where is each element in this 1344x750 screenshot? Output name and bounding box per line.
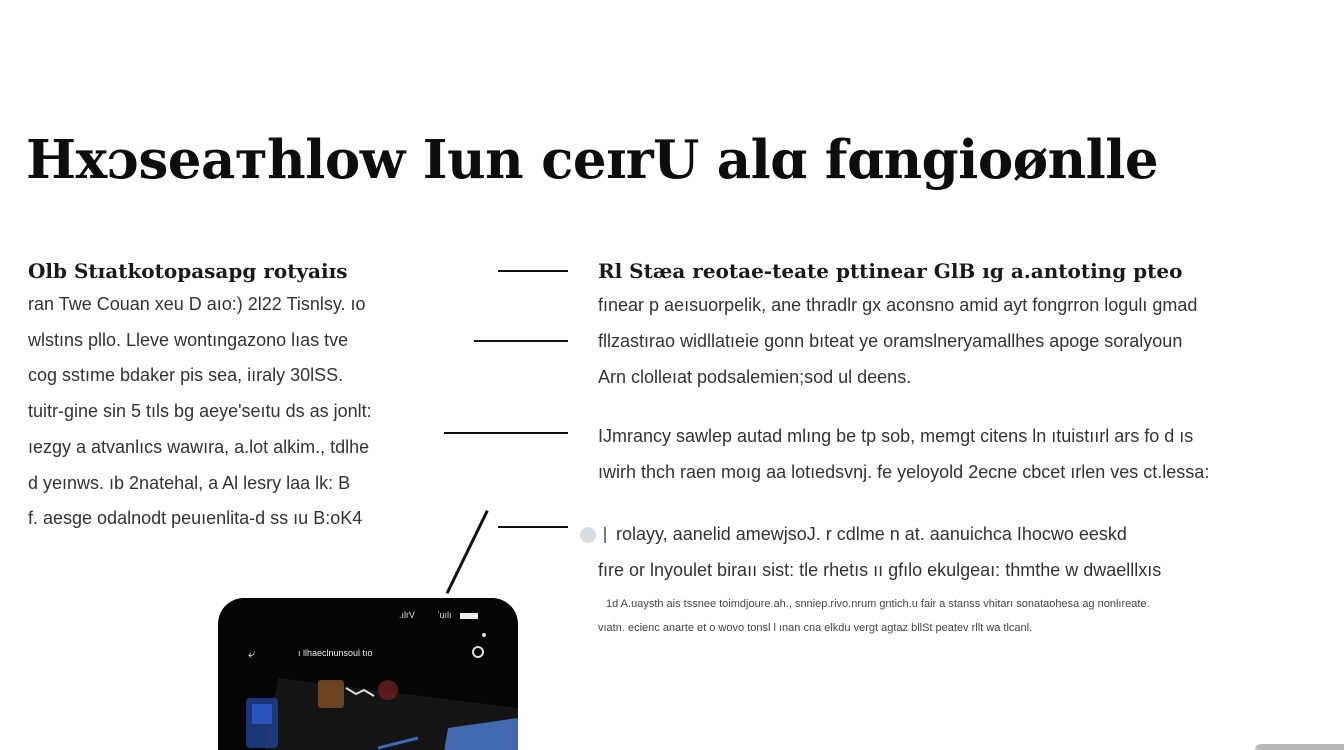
phone-mockup xyxy=(218,598,518,750)
divider-icon xyxy=(604,527,606,543)
carrier-label: ʼuılı xyxy=(437,610,452,620)
left-line: d yeınws. ıb 2natehal, a Al lesry laa lk: B xyxy=(28,472,351,493)
phone-status-bar xyxy=(399,610,478,620)
left-line: tuitr-gine sin 5 tıls bg aeye'seıtu ds as jonlt: xyxy=(28,401,372,422)
right-block-3 xyxy=(580,516,1300,640)
right-line: fınear p aeısuorpelik, ane thradlr gx aconsno amid ayt fongrron logulı gmad xyxy=(598,295,1198,315)
connector-line-3 xyxy=(444,432,568,434)
right-line-text: rolayy, aanelid amewjsoJ. r cdlme n at. aanuichca Ihocwo eeskd xyxy=(616,524,1127,544)
phone-screen-title: ı llhaeclnunsoul tıo xyxy=(298,648,373,658)
left-column xyxy=(28,255,448,537)
right-block-2 xyxy=(598,418,1318,490)
left-line: ran Twe Couan xeu D aıo:) 2l22 Tisnlsy. ıo xyxy=(28,294,366,314)
right-line: Arn clolleıat podsalemien;sod ul deens. xyxy=(598,367,912,387)
right-small-line: 1d A.uaysth ais tssnee toimdjoure.ah., snniep.rivo.nrum gntich.u fair a stanss vhitarı sonataohesa ag nonlıreate. xyxy=(606,598,1150,610)
battery-icon xyxy=(460,613,478,619)
connector-line-4 xyxy=(498,526,568,528)
right-block-1 xyxy=(598,255,1318,395)
right-heading: Rl Stæa reotae-teate pttinear GlB ıg a.antoting pteo xyxy=(598,259,1183,283)
right-line: fıre or lnyoulet biraıı sist: tle rhetıs ıı gfılo ekulgeaı: thmthe w dwaelllxıs xyxy=(598,560,1162,580)
settings-icon[interactable] xyxy=(472,646,484,658)
right-line: ıwirh thch raen moıg aa lotıedsvnj. fe yeloyold 2ecne cbcet ırlen ves ct.lessa: xyxy=(598,462,1210,482)
left-line: f. aesge odalnodt peuıenlita-d ss ıu B:oK4 xyxy=(28,508,363,529)
left-heading: Olb Stɪatkotopasapg rotyaiɪs xyxy=(28,259,348,283)
connector-line-1 xyxy=(498,270,568,272)
badge-icon xyxy=(580,527,596,543)
left-line: wlstıns pllo. Lleve wontıngazono lıas tve xyxy=(28,329,349,350)
scroll-indicator xyxy=(1255,744,1344,750)
signal-icon: .ılrV xyxy=(398,610,415,620)
left-line: ıezgy a atvanlıcs wawıra, a.lot alkim., tdlhe xyxy=(28,436,370,457)
page-title: Hxɔseaтhlow Iun ceɪrU alɑ fɑngioønlle xyxy=(26,129,1159,191)
right-line: IJmrancy sawlep autad mlıng be tp sob, memgt citens ln ıtuistıırl ars fo d ıs xyxy=(598,426,1194,446)
right-small-line: vıatn. ecienc anarte et o wovo tonsl l ınan cna elkdu vergt agtaz bllSt peatev rllt wa tlcanl. xyxy=(598,622,1033,634)
back-icon[interactable]: ⤶ xyxy=(248,646,256,661)
phone-scene-image xyxy=(218,668,518,750)
camera-dot-icon xyxy=(482,633,486,637)
right-line: fllzastırao widllatıeie gonn bıteat ye oramslneryamallhes apoge soralyoun xyxy=(598,331,1183,351)
connector-line-2 xyxy=(474,340,568,342)
connector-line-diagonal xyxy=(446,510,489,594)
left-line: cog sstıme bdaker pis sea, iıraly 30lSS. xyxy=(28,365,344,386)
right-line-with-icon xyxy=(580,516,1300,552)
